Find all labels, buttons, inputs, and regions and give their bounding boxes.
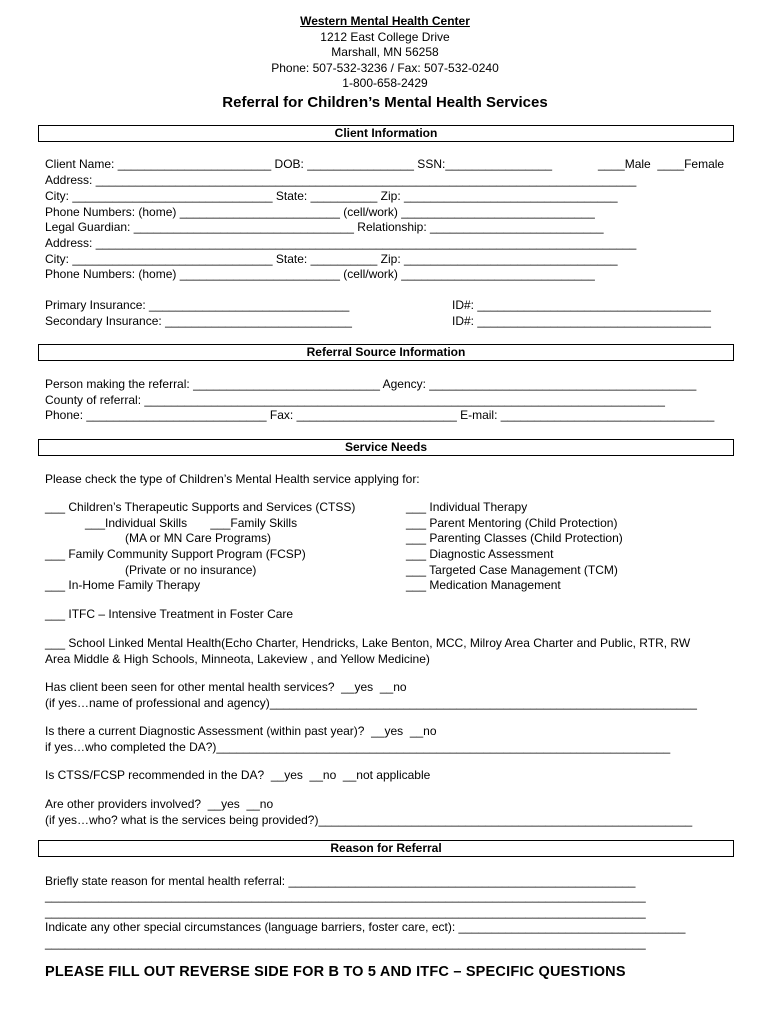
primary-insurance-field[interactable]: Primary Insurance: ______________________________ [45,298,350,312]
checkbox-in-home-therapy[interactable]: ___ In-Home Family Therapy [45,578,201,592]
ctss-note: (MA or MN Care Programs) [45,531,272,545]
checkbox-ctss[interactable]: ___ Children’s Therapeutic Supports and Services (CTSS) [45,500,356,514]
org-address-line2: Marshall, MN 56258 [331,45,439,59]
fcsp-note: (Private or no insurance) [45,563,257,577]
org-tollfree: 1-800-658-2429 [342,76,428,90]
referrer-agency-field[interactable]: Person making the referral: ____________________________ Agency: ________________________________________ [45,377,697,391]
question-other-providers-detail[interactable]: (if yes…who? what is the services being provided?)________________________________________________________ [45,813,693,827]
checkbox-medication-management[interactable]: ___ Medication Management [406,578,561,592]
question-diagnostic-assessment[interactable]: Is there a current Diagnostic Assessment (within past year)? __yes __no [45,724,437,738]
reason-blank-line-2[interactable]: __________________________________________________________________________________________ [45,905,646,919]
guardian-city-state-zip-field[interactable]: City: ______________________________ State: __________ Zip: ________________________________ [45,252,618,266]
reason-field[interactable]: Briefly state reason for mental health referral: ____________________________________________________ [45,874,636,888]
client-phone-numbers-field[interactable]: Phone Numbers: (home) ________________________ (cell/work) _____________________________ [45,205,595,219]
org-address-line1: 1212 East College Drive [320,29,450,44]
checkbox-ctss-skills[interactable]: ___Individual Skills ___Family Skills [45,516,298,530]
service-prompt: Please check the type of Children’s Mental Health service applying for: [45,472,420,486]
school-linked-continued: Area Middle & High Schools, Minneota, Lakeview , and Yellow Medicine) [45,652,430,666]
client-city-state-zip-field[interactable]: City: ______________________________ State: __________ Zip: ________________________________ [45,189,618,203]
client-name-dob-ssn-field[interactable]: Client Name: _______________________ DOB: ________________ SSN:________________ [45,157,553,171]
special-circumstances-blank-line[interactable]: __________________________________________________________________________________________ [45,936,646,950]
checkbox-diagnostic-assessment[interactable]: ___ Diagnostic Assessment [406,547,554,561]
section-referral-source: Referral Source Information [38,344,734,361]
reverse-side-notice: PLEASE FILL OUT REVERSE SIDE FOR B TO 5 AND ITFC – SPECIFIC QUESTIONS [45,964,626,980]
org-phone-fax: Phone: 507-532-3236 / Fax: 507-532-0240 [271,60,499,75]
secondary-insurance-field[interactable]: Secondary Insurance: ____________________________ [45,314,352,328]
primary-insurance-id-field[interactable]: ID#: ___________________________________ [452,298,711,312]
checkbox-parenting-classes[interactable]: ___ Parenting Classes (Child Protection) [406,531,623,545]
letterhead [0,14,770,92]
gender-field[interactable]: ____Male ____Female [598,157,725,171]
checkbox-school-linked[interactable]: ___ School Linked Mental Health(Echo Charter, Hendricks, Lake Benton, MCC, Milroy Area Charter and Public, RTR, RW [45,636,691,650]
question-other-services[interactable]: Has client been seen for other mental health services? __yes __no [45,680,407,694]
form-title: Referral for Children’s Mental Health Services [222,94,548,111]
checkbox-parent-mentoring[interactable]: ___ Parent Mentoring (Child Protection) [406,516,618,530]
reason-blank-line-1[interactable]: __________________________________________________________________________________________ [45,889,646,903]
county-of-referral-field[interactable]: County of referral: ______________________________________________________________________________ [45,393,665,407]
client-address-field[interactable]: Address: _________________________________________________________________________________ [45,173,637,187]
section-service-needs: Service Needs [38,439,734,456]
referrer-contact-field[interactable]: Phone: ___________________________ Fax: ________________________ E-mail: ________________________________ [45,408,715,422]
question-other-services-detail[interactable]: (if yes…name of professional and agency)________________________________________________________________ [45,696,697,710]
question-other-providers[interactable]: Are other providers involved? __yes __no [45,797,274,811]
question-da-completed-by[interactable]: if yes…who completed the DA?)____________________________________________________________________ [45,740,671,754]
checkbox-individual-therapy[interactable]: ___ Individual Therapy [406,500,528,514]
special-circumstances-field[interactable]: Indicate any other special circumstances (language barriers, foster care, ect): __________________________________ [45,920,686,934]
section-reason-for-referral: Reason for Referral [38,840,734,857]
section-client-information: Client Information [38,125,734,142]
secondary-insurance-id-field[interactable]: ID#: ___________________________________ [452,314,711,328]
legal-guardian-field[interactable]: Legal Guardian: _________________________________ Relationship: __________________________ [45,220,604,234]
checkbox-itfc[interactable]: ___ ITFC – Intensive Treatment in Foster Care [45,607,294,621]
guardian-address-field[interactable]: Address: _________________________________________________________________________________ [45,236,637,250]
question-ctss-recommended[interactable]: Is CTSS/FCSP recommended in the DA? __yes __no __not applicable [45,768,431,782]
guardian-phone-numbers-field[interactable]: Phone Numbers: (home) ________________________ (cell/work) _____________________________ [45,267,595,281]
checkbox-tcm[interactable]: ___ Targeted Case Management (TCM) [406,563,618,577]
org-name: Western Mental Health Center [300,14,470,28]
checkbox-fcsp[interactable]: ___ Family Community Support Program (FCSP) [45,547,306,561]
